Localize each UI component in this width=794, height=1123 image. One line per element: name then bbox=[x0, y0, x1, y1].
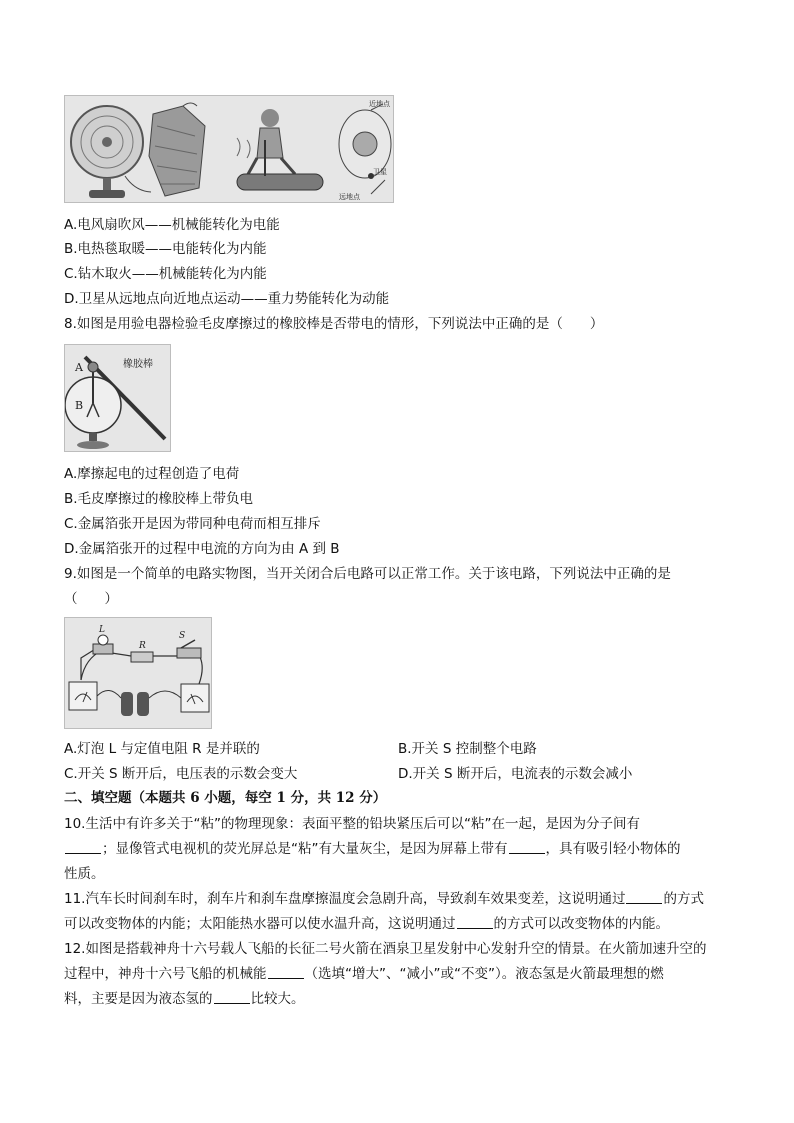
q7-option-c: C.钻木取火——机械能转化为内能 bbox=[64, 266, 267, 282]
q8-option-b: B.毛皮摩擦过的橡胶棒上带负电 bbox=[64, 491, 254, 507]
answer-blank[interactable] bbox=[65, 840, 101, 854]
electric-blanket-image bbox=[149, 103, 205, 196]
q9-stem: 9.如图是一个简单的电路实物图，当开关闭合后电路可以正常工作。关于该电路，下列说法中正确的是 bbox=[64, 566, 671, 582]
q7-option-d: D.卫星从远地点向近地点运动——重力势能转化为动能 bbox=[64, 291, 390, 307]
label-r: R bbox=[139, 641, 146, 651]
q11-line-2: 可以改变物体的内能；太阳能热水器可以使水温升高，这说明通过 的方式可以改变物体的内能。 bbox=[64, 916, 669, 932]
q9-option-b: B.开关 S 控制整个电路 bbox=[398, 741, 537, 757]
answer-blank[interactable] bbox=[268, 965, 304, 979]
drilling-wood-image bbox=[237, 109, 323, 190]
q8-electroscope-figure bbox=[64, 344, 171, 452]
answer-blank[interactable] bbox=[626, 890, 662, 904]
q9-stem-cont: （ ） bbox=[64, 591, 118, 607]
satellite-label: 卫星 bbox=[373, 168, 387, 176]
far-point-label: 近地点 bbox=[369, 100, 390, 108]
label-a: A bbox=[75, 361, 83, 374]
q7-energy-figure bbox=[64, 95, 394, 203]
q9-option-c: C.开关 S 断开后，电压表的示数会变大 bbox=[64, 766, 298, 782]
q8-option-d: D.金属箔张开的过程中电流的方向为由 A 到 B bbox=[64, 541, 340, 557]
q9-option-a: A.灯泡 L 与定值电阻 R 是并联的 bbox=[64, 741, 260, 757]
q8-option-c: C.金属箔张开是因为带同种电荷而相互排斥 bbox=[64, 516, 321, 532]
q8-option-a: A.摩擦起电的过程创造了电荷 bbox=[64, 466, 240, 482]
answer-blank[interactable] bbox=[457, 915, 493, 929]
q10-line-2: ；显像管式电视机的荧光屏总是“粘”有大量灰尘，是因为屏幕上带有 ，具有吸引轻小物体的 bbox=[64, 840, 681, 858]
q10-line-1: 10.生活中有许多关于“粘”的物理现象：表面平整的铅块紧压后可以“粘”在一起，是因为分子间有 bbox=[64, 816, 640, 832]
q12-line-1: 12.如图是搭载神舟十六号载人飞船的长征二号火箭在酒泉卫星发射中心发射升空的情景。在火箭加速升空的 bbox=[64, 941, 707, 957]
rubber-rod-label: 橡胶棒 bbox=[123, 359, 153, 370]
q11-line-1: 11.汽车长时间刹车时，刹车片和刹车盘摩擦温度会急剧升高，导致刹车效果变差，这说明通过 的方式 bbox=[64, 891, 704, 907]
q9-option-d: D.开关 S 断开后，电流表的示数会减小 bbox=[398, 766, 633, 782]
q8-stem: 8.如图是用验电器检验毛皮摩擦过的橡胶棒是否带电的情形，下列说法中正确的是（ ） bbox=[64, 316, 604, 332]
label-b: B bbox=[75, 399, 84, 412]
near-point-label: 远地点 bbox=[339, 193, 360, 201]
q7-option-b: B.电热毯取暖——电能转化为内能 bbox=[64, 241, 267, 257]
fan-image bbox=[71, 106, 151, 198]
q7-option-a: A.电风扇吹风——机械能转化为电能 bbox=[64, 217, 280, 233]
q10-line-3: 性质。 bbox=[64, 866, 105, 882]
label-s: S bbox=[179, 631, 186, 641]
q12-line-2: 过程中，神舟十六号飞船的机械能 （选填“增大”、“减小”或“不变”）。液态氢是火箭最理想的燃 bbox=[64, 966, 664, 982]
answer-blank[interactable] bbox=[214, 990, 250, 1004]
q9-circuit-figure bbox=[64, 617, 212, 729]
answer-blank[interactable] bbox=[509, 840, 545, 854]
label-l: L bbox=[99, 625, 105, 635]
section-title: 二、填空题（本题共 6 小题，每空 1 分，共 12 分） bbox=[64, 790, 387, 806]
satellite-orbit-image bbox=[339, 99, 391, 201]
q12-line-3: 料，主要是因为液态氢的 比较大。 bbox=[64, 991, 305, 1007]
